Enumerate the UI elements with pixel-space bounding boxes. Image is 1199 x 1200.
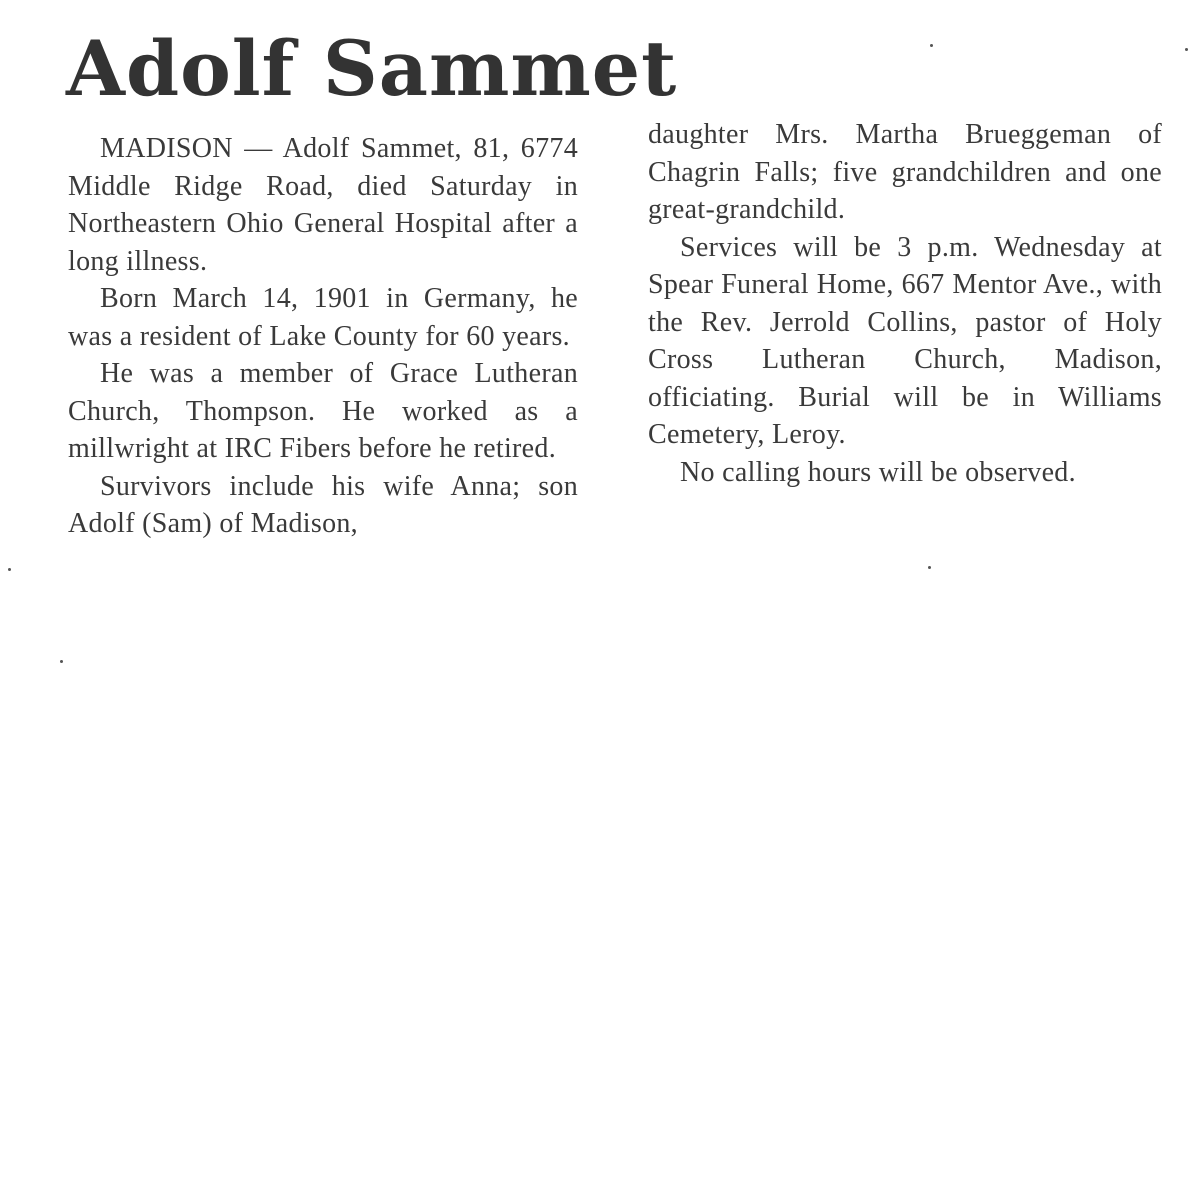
obituary-paragraph-calling-hours: No calling hours will be observed. [680, 456, 1076, 488]
scan-speck [60, 660, 63, 663]
obituary-paragraph-death-notice: MADISON — Adolf Sammet, 81, 6774 Middle Ridge Road, died Saturday in Northeastern Ohio General Hospital after a long illness. [68, 133, 578, 277]
obituary-right-column [648, 116, 1162, 491]
obituary-paragraph-career: He was a member of Grace Lutheran Church, Thompson. He worked as a millwright at IRC Fibers before he retired. [68, 358, 578, 464]
scan-speck [1185, 48, 1188, 51]
obituary-paragraph-birth: Born March 14, 1901 in Germany, he was a resident of Lake County for 60 years. [68, 283, 578, 352]
obituary-paragraph-survivors-continued: daughter Mrs. Martha Brueggeman of Chagrin Falls; five grandchildren and one great-grandchild. [648, 119, 1162, 225]
obituary-left-column [68, 130, 578, 543]
obituary-headline: Adolf Sammet [66, 24, 678, 113]
obituary-paragraph-services: Services will be 3 p.m. Wednesday at Spear Funeral Home, 667 Mentor Ave., with the Rev. Jerrold Collins, pastor of Holy Cross Lutheran Church, Madison, officiating. Burial will be in Williams Cemetery, Leroy. [648, 231, 1162, 450]
obituary-paragraph-survivors: Survivors include his wife Anna; son Adolf (Sam) of Madison, [68, 470, 578, 539]
scan-speck [928, 566, 931, 569]
scan-speck [8, 568, 11, 571]
scan-speck [930, 44, 933, 47]
